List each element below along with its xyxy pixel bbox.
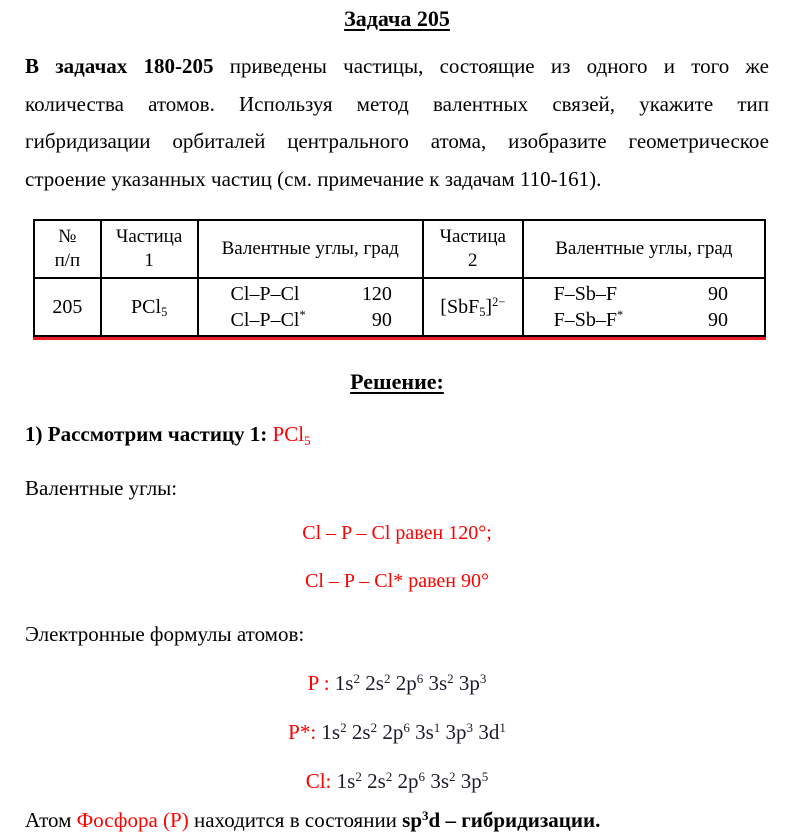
intro-line: количества атомов. Используя метод валентных связей, укажите тип: [25, 91, 769, 116]
step1-line: [25, 421, 769, 448]
electron-formula-Cl: Cl: $1s^2$ $2s^2$ $2p^6$ $3s^2$ $3p^5$: [305, 768, 489, 793]
document-title: [25, 5, 769, 33]
electron-formulas-label: Электронные формулы атомов:: [25, 622, 305, 646]
angle-statement-2: Cl – P – Cl* равен 90°: [305, 570, 489, 592]
electron-formula-P: P : $1s^2$ $2s^2$ $2p^6$ $3s^2$ $3p^3$: [307, 670, 487, 695]
table-red-underline: [33, 337, 766, 340]
table-header-row: [34, 220, 765, 278]
cell-particle2: $[SbF_5]^{2-}$: [423, 278, 523, 336]
angle-value: 90: [708, 309, 728, 331]
bond-formula: F–Sb–F*: [553, 308, 624, 331]
table-header-number: № п/п: [34, 220, 101, 278]
intro-paragraph: [25, 48, 769, 198]
solution-heading: [25, 368, 769, 396]
angle-row: [199, 307, 422, 333]
problem-table: [33, 219, 766, 337]
table-header-angles1: Валентные углы, град: [198, 220, 423, 278]
step1-label: 1) Рассмотрим частицу 1:: [25, 422, 273, 446]
table-header-particle2: Частица 2: [423, 220, 523, 278]
angle-row: [199, 281, 422, 307]
bond-formula: F–Sb–F: [553, 283, 618, 305]
document-page: [0, 5, 794, 834]
intro-line: строение указанных частиц (см. примечание к задачам 110-161).: [25, 166, 602, 191]
problem-table-wrap: [33, 219, 768, 340]
angle-row: [524, 281, 764, 307]
angle-statement-1: Cl – P – Cl равен 120°;: [302, 522, 492, 544]
angle-row: [524, 307, 764, 333]
electron-formula-P-excited: P*: $1s^2$ $2s^2$ $2p^6$ $3s^1$ $3p^3$ $3d^1$: [288, 719, 506, 744]
hybridization-conclusion: Атом Фосфора (Р) находится в состоянии $sp^3d$ – гибридизации.: [25, 807, 601, 832]
table-header-particle1: Частица 1: [101, 220, 198, 278]
cell-problem-number: 205: [34, 278, 101, 336]
table-data-row: [34, 278, 765, 336]
solution-heading-text: Решение:: [350, 369, 444, 394]
intro-bold-text: В задачах 180-205: [25, 54, 214, 78]
angle-value: 90: [371, 309, 392, 331]
cell-angles1: [198, 278, 423, 336]
cell-angles2: [523, 278, 765, 336]
document-title-text: Задача 205: [344, 6, 450, 31]
cell-particle1: PCl$_5$: [101, 278, 198, 336]
intro-line: гибридизации орбиталей центрального атома, изобразите геометрическое: [25, 129, 769, 153]
bond-formula: Cl–P–Cl: [230, 283, 300, 305]
intro-line: В задачах 180-205 приведены частицы, состоящие из одного и того же: [25, 54, 769, 78]
table-header-angles2: Валентные углы, град: [523, 220, 765, 278]
angle-value: 90: [708, 283, 728, 305]
angle-value: 120: [361, 283, 392, 305]
angles-label: Валентные углы:: [25, 476, 178, 500]
step1-particle-formula: PCl$_5$: [272, 422, 311, 448]
bond-formula: Cl–P–Cl*: [230, 308, 306, 331]
